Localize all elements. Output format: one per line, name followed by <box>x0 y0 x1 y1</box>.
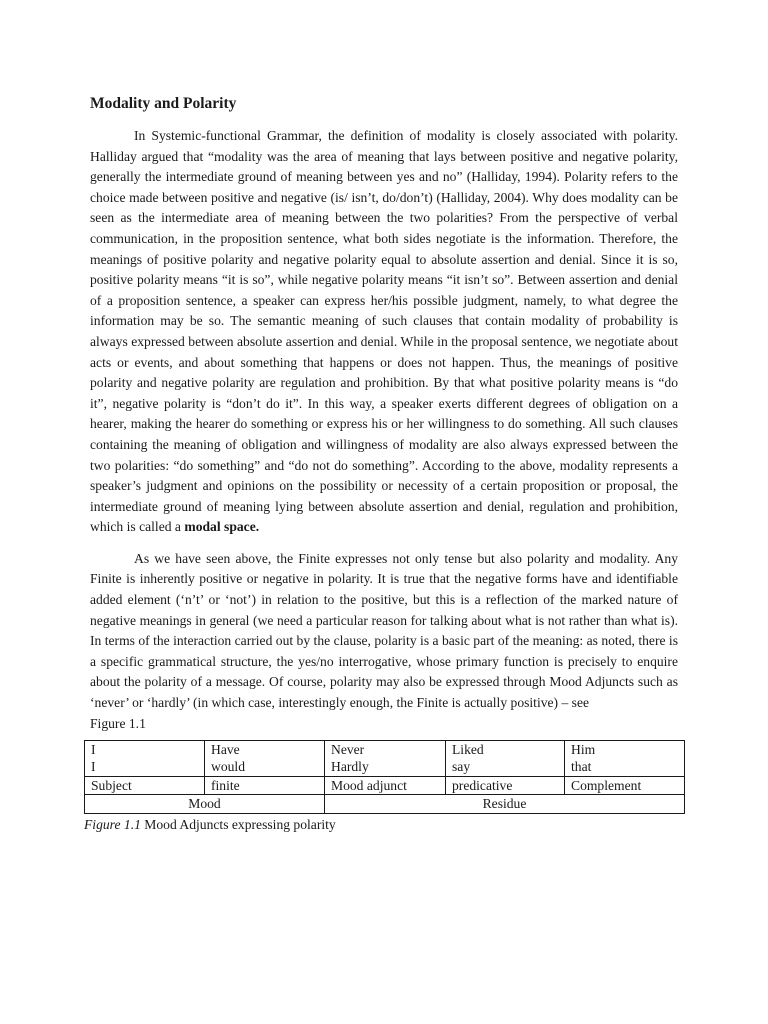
mood-cell <box>85 795 325 814</box>
cell-text: I <box>91 759 96 775</box>
cell-text: would <box>211 759 245 775</box>
table-cell: predicative <box>446 776 565 795</box>
caption-label: Figure 1.1 <box>84 816 141 832</box>
caption-text: Mood Adjuncts expressing polarity <box>140 816 336 832</box>
cell-text: Liked <box>452 741 484 757</box>
paragraph-1 <box>90 126 678 538</box>
table-cell <box>85 740 205 776</box>
table-cell: Mood adjunct <box>325 776 446 795</box>
cell-text: Have <box>211 741 240 757</box>
cell-text: Mood <box>188 796 221 812</box>
page-title: Modality and Polarity <box>90 95 237 112</box>
table-cell <box>565 740 685 776</box>
mood-adjunct-table <box>84 740 685 814</box>
table-cell <box>325 740 446 776</box>
residue-cell <box>325 795 685 814</box>
document-page <box>84 94 678 834</box>
table-cell: finite <box>205 776 325 795</box>
table-cell <box>205 740 325 776</box>
paragraph-1-text: In Systemic-functional Grammar, the definition of modality is closely associated with polarity. Halliday argued that “modality was the area of meaning that lays between positive and negative polarity, generally the intermediate ground of meaning between yes and no” (Halliday, 1994). Polarity refers to the choice made between positive and negative (is/ isn’t, do/don’t) (Halliday, 2004). Why does modality can be seen as the intermediate area of meaning between the two polarities? From the perspective of verbal communication, in the proposition sentence, what both sides negotiate is the information. Therefore, the meanings of positive polarity and negative polarity equal to absolute assertion and denial. Since it is so, positive polarity means “it is so”, while negative polarity means “it isn’t so”. Between assertion and denial of a proposition sentence, a speaker can express her/his possible judgment, namely, to what degree the information may be so. The semantic meaning of such clauses that contain modality of probability is always expressed between absolute assertion and denial. While in the proposal sentence, we negotiate about acts or events, and about something that happens or does not happen. Thus, the meanings of positive polarity and negative polarity are regulation and prohibition. By that what positive polarity means is “do it”, negative polarity is “don’t do it”. In this way, a speaker exerts different degrees of obligation on a hearer, making the hearer do something or express his or her willingness to do something. All such clauses containing the meaning of obligation and willingness of modality are also always expressed between the two polarities: “do something” and “do not do something”. According to the above, modality represents a speaker’s judgment and opinions on the possibility or necessity of a certain proposition or proposal, the intermediate ground of meaning lying between absolute assertion and denial, regulation and prohibition, which is called a <box>90 128 678 535</box>
cell-text: Him <box>571 741 596 757</box>
table-row <box>85 740 685 776</box>
cell-text: that <box>571 759 592 775</box>
cell-text: Never <box>331 741 365 757</box>
figure-caption <box>84 816 678 834</box>
cell-text: say <box>452 759 471 775</box>
cell-text: Residue <box>482 796 527 812</box>
paragraph-2: As we have seen above, the Finite expresses not only tense but also polarity and modality. Any Finite is inherently positive or negative in polarity. It is true that the negative forms have and identifiable added element (‘n’t’ or ‘not’) in relation to the positive, but this is a reflection of the marked nature of negative meanings in general (we need a particular reason for talking about what is not rather than what is). In terms of the interaction carried out by the clause, polarity is a basic part of the meaning: as noted, there is a specific grammatical structure, the yes/no interrogative, whose primary function is precisely to enquire about the polarity of a message. Of course, polarity may also be expressed through Mood Adjuncts such as ‘never’ or ‘hardly’ (in which case, interestingly enough, the Finite is actually positive) – see <box>90 550 678 711</box>
modal-space-term: modal space. <box>184 519 260 535</box>
table-row <box>85 795 685 814</box>
cell-text: Hardly <box>331 759 369 775</box>
cell-text: I <box>91 741 96 757</box>
table-row <box>85 776 685 795</box>
table-cell: Complement <box>565 776 685 795</box>
table-cell <box>446 740 565 776</box>
figure-reference: Figure 1.1 <box>90 715 146 731</box>
table-cell: Subject <box>85 776 205 795</box>
